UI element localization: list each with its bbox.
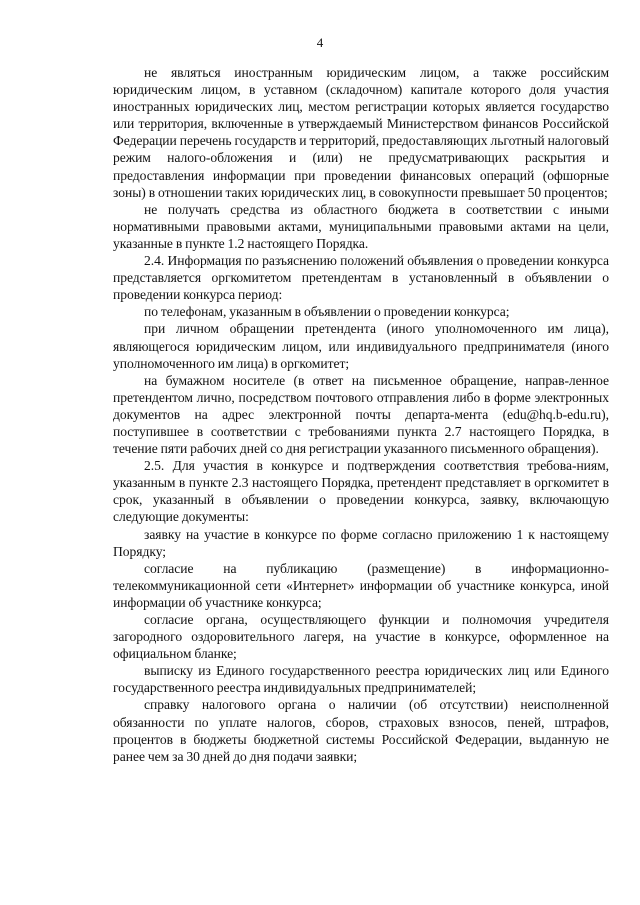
paragraph: выписку из Единого государственного реестра юридических лиц или Единого государственного реестра индивидуальных предпринимателей; [113,663,609,696]
paragraph: заявку на участие в конкурсе по форме согласно приложению 1 к настоящему Порядку; [113,526,609,559]
paragraph: справку налогового органа о наличии (об отсутствии) неисполненной обязанности по уплате налогов, сборов, страховых взносов, пеней, штрафов, процентов в бюджеты бюджетной системы Российской Федерации, выданную не ранее чем за 30 дней до дня подачи заявки; [113,697,609,764]
paragraph: 2.4. Информация по разъяснению положений объявления о проведении конкурса представляется оргкомитетом претендентам в установленный в объявлении о проведении конкурса период: [113,253,609,303]
paragraph: согласие на публикацию (размещение) в информационно-телекоммуникационной сети «Интернет» информации об участнике конкурса, иной информации об участнике конкурса; [113,560,609,610]
page-number: 4 [316,35,324,50]
paragraph: на бумажном носителе (в ответ на письменное обращение, направ-ленное претендентом лично, посредством почтового отправления либо в форме электронных документов на адрес электронной почты департа-мента (edu@hq.b-edu.ru), поступившее в соответствии с требованиями пункта 2.7 настоящего Порядка, в течение пяти рабочих дней со дня регистрации указанного письменного обращения). [113,372,609,457]
paragraph: не являться иностранным юридическим лицом, а также российским юридическим лицом, в уставном (складочном) капитале которого доля участия иностранных юридических лиц, местом регистрации которых является государство или территория, включенные в утверждаемый Министерством финансов Российской Федерации перечень государств и территорий, предоставляющих льготный налоговый режим налого-обложения и (или) не предусматривающих раскрытия и предоставления информации при проведении финансовых операций (офшорные зоны) в отношении таких юридических лиц, в совокупности превышает 50 процентов; [113,65,609,200]
paragraph: 2.5. Для участия в конкурсе и подтверждения соответствия требова-ниям, указанным в пункте 2.3 настоящего Порядка, претендент представляет в оргкомитет в срок, указанный в объявлении о проведении конкурса, заявку, включающую следующие документы: [113,458,609,525]
paragraph: при личном обращении претендента (иного уполномоченного им лица), являющегося юридическим лицом, или индивидуального предпринимателя (иного уполномоченного им лица) в оргкомитет; [113,321,609,371]
document-body [113,64,609,765]
paragraph: по телефонам, указанным в объявлении о проведении конкурса; [144,304,510,320]
paragraph: согласие органа, осуществляющего функции и полномочия учредителя загородного оздоровительного лагеря, на участие в конкурсе, оформленное на официальном бланке; [113,612,609,662]
paragraph: не получать средства из областного бюджета в соответствии с иными нормативными правовыми актами, муниципальными правовыми актами на цели, указанные в пункте 1.2 настоящего Порядка. [113,201,609,251]
